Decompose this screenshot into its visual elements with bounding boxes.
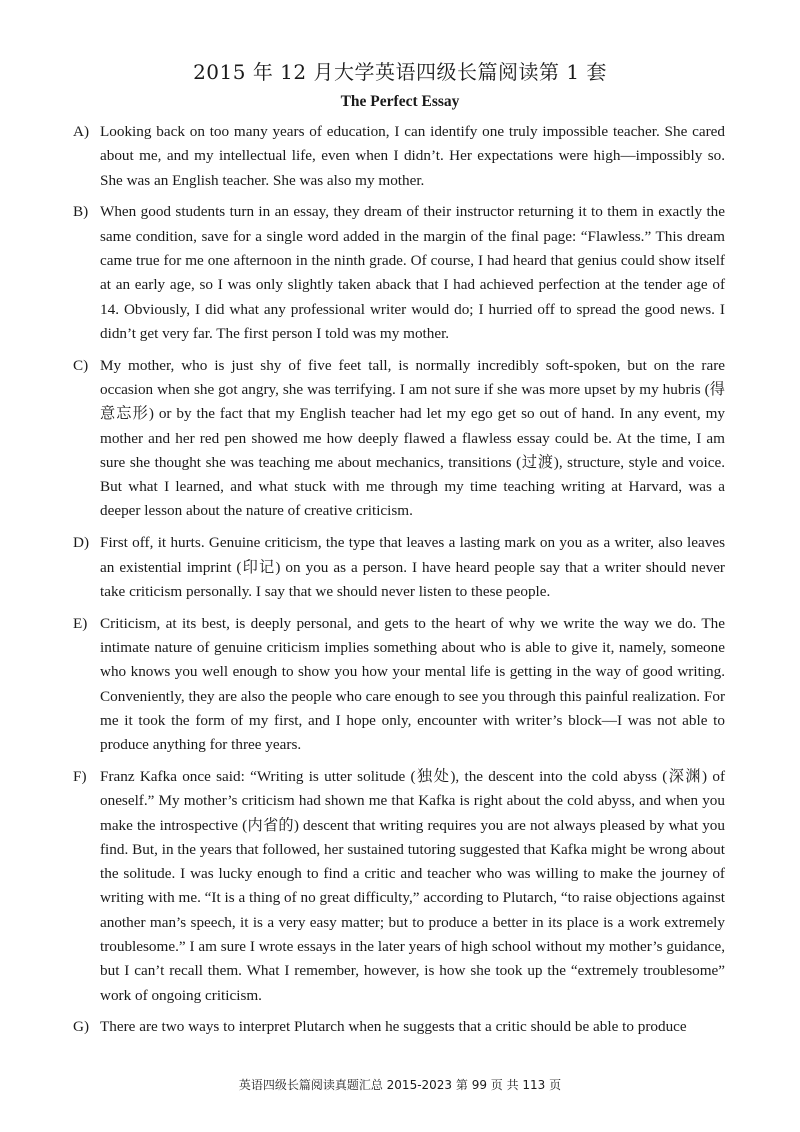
paragraph-label: B) — [73, 203, 89, 221]
paragraph-list — [73, 120, 725, 1047]
paragraph-text: My mother, who is just shy of five feet tall, is normally incredibly soft-spoken, but on the rare occasion when she got angry, she was terrifying. I am not sure if she was more upset by my hubris (得意忘形) or by the fact that my English teacher had let my ego get so out of hand. In any event, my mother and her red pen showed me how deeply flawed a flawless essay could be. At the time, I am sure she thought she was teaching me about mechanics, transitions (过渡), structure, style and voice. But what I learned, and what stuck with me through my time teaching writing at Harvard, was a deeper lesson about the nature of creative criticism. — [100, 356, 725, 520]
paragraph-text: When good students turn in an essay, they dream of their instructor returning it to them in exactly the same condition, save for a single word added in the margin of the final page: “Flawless.” This dream came true for me one afternoon in the ninth grade. Of course, I had heard that genius could show itself at an early age, so I was only slightly taken aback that I had achieved perfection at the tender age of 14. Obviously, I did what any professional writer would do; I hurried off to spread the good news. I didn’t get very far. The first person I told was my mother. — [100, 203, 725, 342]
paragraph-label: F) — [73, 767, 87, 785]
paragraph-text: Franz Kafka once said: “Writing is utter solitude (独处), the descent into the cold abyss (深渊) of oneself.” My mother’s criticism had shown me that Kafka is right about the cold abyss, and when you make the introspective (内省的) descent that writing requires you are not always pleased by what you find. But, in the years that followed, her sustained tutoring suggested that Kafka might be wrong about the solitude. I was lucky enough to find a critic and teacher who was willing to make the journey of writing with me. “It is a thing of no great difficulty,” according to Plutarch, “to raise objections against another man’s speech, it is a very easy matter; but to produce a better in its place is a work extremely troublesome.” I am sure I wrote essays in the later years of high school without my mother’s guidance, but I can’t recall them. What I remember, however, is how she took up the “extremely troublesome” work of ongoing criticism. — [100, 767, 725, 1004]
paragraph-text: There are two ways to interpret Plutarch when he suggests that a critic should be able to produce — [100, 1018, 687, 1036]
paragraph-label: A) — [73, 123, 90, 140]
paragraph-e — [73, 612, 725, 758]
page-footer: 英语四级长篇阅读真题汇总 2015-2023 第 99 页 共 113 页 — [238, 1078, 562, 1092]
paragraph-label: G) — [73, 1018, 90, 1036]
paragraph-text: Criticism, at its best, is deeply personal, and gets to the heart of why we write the way we do. The intimate nature of genuine criticism implies something about who is able to give it, namely, someone who knows you well enough to show you how your mental life is getting in the way of good writing. Conveniently, they are also the people who care enough to see you through this painful realization. For me it took the form of my first, and I hope only, encounter with writer’s block—I was not able to produce anything for three years. — [100, 614, 725, 754]
paragraph-text: First off, it hurts. Genuine criticism, the type that leaves a lasting mark on you as a writer, also leaves an existential imprint (印记) on you as a person. I have heard people say that a writer should never take criticism personally. I say that we should never listen to these people. — [100, 534, 725, 600]
essay-title: The Perfect Essay — [340, 93, 460, 110]
paragraph-a — [73, 120, 725, 193]
paragraph-b — [73, 200, 725, 346]
paragraph-text: Looking back on too many years of education, I can identify one truly impossible teacher. She cared about me, and my intellectual life, even when I didn’t. Her expectations were high—impossibly so. She was an English teacher. She was also my mother. — [100, 123, 725, 189]
paragraph-d — [73, 531, 725, 604]
paragraph-f — [73, 765, 725, 1008]
paragraph-label: D) — [73, 534, 90, 552]
paragraph-g — [73, 1015, 725, 1039]
paragraph-label: C) — [73, 356, 89, 374]
document-title: 2015 年 12 月大学英语四级长篇阅读第 1 套 — [193, 60, 607, 84]
paragraph-c — [73, 354, 725, 524]
paragraph-label: E) — [73, 614, 88, 632]
